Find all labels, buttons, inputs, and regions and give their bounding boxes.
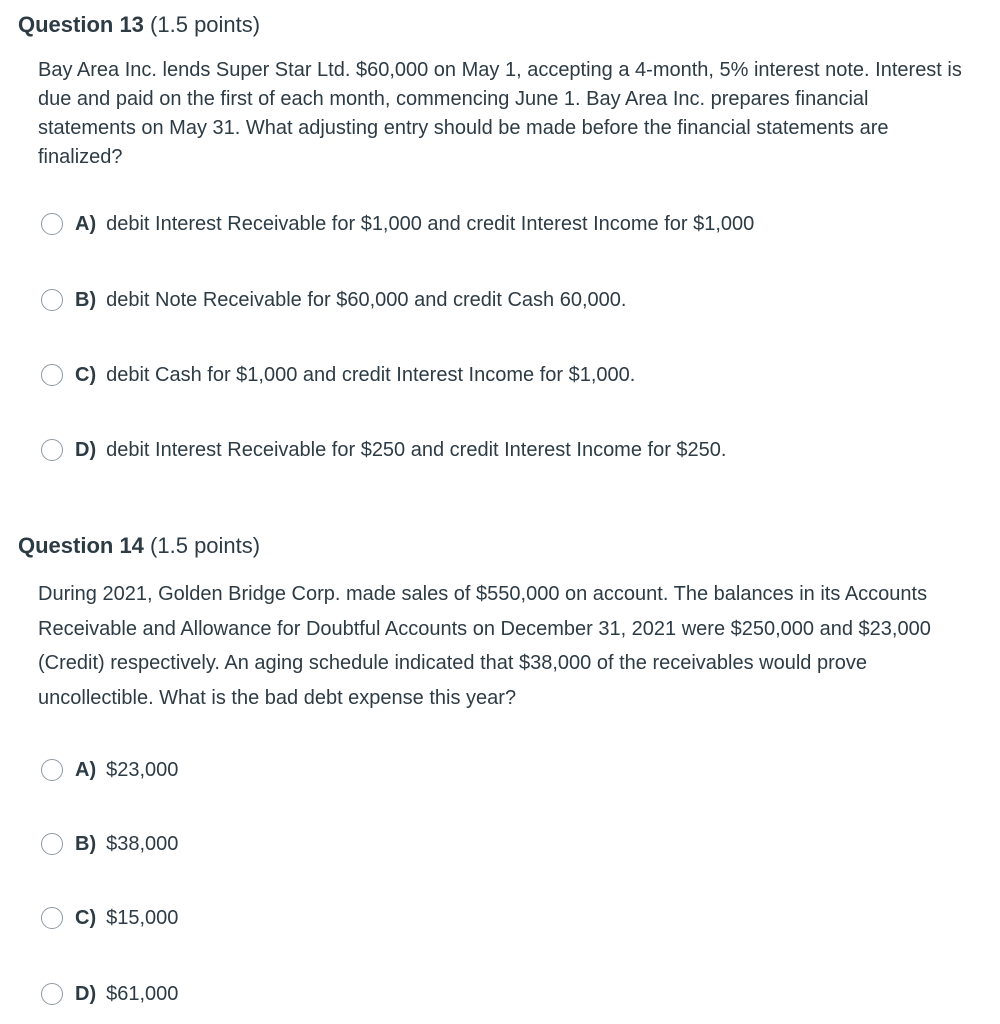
radio-button[interactable] [41, 439, 63, 461]
radio-button[interactable] [41, 289, 63, 311]
question-text: During 2021, Golden Bridge Corp. made sales of $550,000 on account. The balances in its Accounts Receivable and Allowance for Doubtful Accounts on December 31, 2021 were $250,000 and $23,000 (Credit) respectively. An aging schedule indicated that $38,000 of the receivables would prove uncollectible. What is the bad debt expense this year? [38, 583, 931, 709]
answer-letter: D) [75, 982, 97, 1005]
answer-letter: C) [75, 363, 97, 386]
question-number: Question 13 [18, 12, 144, 37]
answer-letter: A) [75, 212, 97, 235]
answer-letter: A) [75, 758, 97, 781]
answer-option-a[interactable] [41, 209, 754, 239]
answer-option-d[interactable] [41, 435, 726, 465]
answer-text: $61,000 [106, 982, 179, 1005]
answer-text: $23,000 [106, 758, 179, 781]
question-title [18, 11, 260, 39]
radio-button[interactable] [41, 759, 63, 781]
question-number: Question 14 [18, 533, 144, 558]
answer-text: $15,000 [106, 906, 179, 929]
answer-letter: B) [75, 288, 97, 311]
radio-button[interactable] [41, 833, 63, 855]
answer-letter: D) [75, 438, 97, 461]
answer-option-c[interactable] [41, 360, 635, 390]
answer-letter: B) [75, 832, 97, 855]
question-points: (1.5 points) [150, 533, 261, 558]
answer-option-d[interactable] [41, 979, 178, 1009]
question-text: Bay Area Inc. lends Super Star Ltd. $60,000 on May 1, accepting a 4-month, 5% interest note. Interest is due and paid on the first of each month, commencing June 1. Bay Area Inc. prepares financial statements on May 31. What adjusting entry should be made before the financial statements are finalized? [38, 59, 962, 168]
answer-option-b[interactable] [41, 829, 178, 859]
answer-text: $38,000 [106, 832, 179, 855]
answer-option-c[interactable] [41, 903, 178, 933]
answer-letter: C) [75, 906, 97, 929]
answer-option-a[interactable] [41, 755, 178, 785]
answer-text: debit Cash for $1,000 and credit Interest Income for $1,000. [106, 363, 636, 386]
question-title [18, 532, 260, 560]
answer-option-b[interactable] [41, 285, 626, 315]
radio-button[interactable] [41, 907, 63, 929]
radio-button[interactable] [41, 213, 63, 235]
radio-button[interactable] [41, 364, 63, 386]
answer-text: debit Interest Receivable for $250 and credit Interest Income for $250. [106, 438, 727, 461]
question-points: (1.5 points) [150, 12, 261, 37]
answer-text: debit Interest Receivable for $1,000 and credit Interest Income for $1,000 [106, 212, 755, 235]
answer-text: debit Note Receivable for $60,000 and credit Cash 60,000. [106, 288, 627, 311]
radio-button[interactable] [41, 983, 63, 1005]
